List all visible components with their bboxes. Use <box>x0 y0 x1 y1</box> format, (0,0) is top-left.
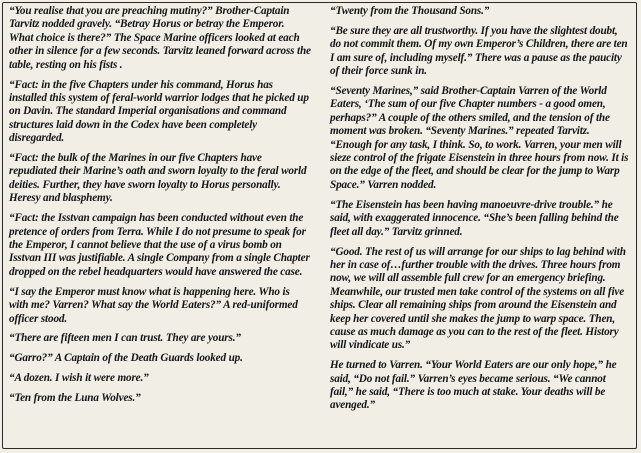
paragraph: “Be sure they are all trustworthy. If you have the slightest doubt, do not commit them. Of my own Emperor’s Children, there are ten I am sure of, including myself.” There was a pause as the paucity of their force sunk in. <box>330 24 628 78</box>
left-column <box>9 5 311 412</box>
paragraph: “Garro?” A Captain of the Death Guards looked up. <box>9 352 243 365</box>
paragraph: He turned to Varren. “Your World Eaters are our only hope,” he said, “Do not fail.” Varren’s eyes became serious. “We cannot fail,” he said, “There is too much at stake. Your deaths will be avenged.” <box>330 359 617 412</box>
paragraph: “A dozen. I wish it were more.” <box>9 372 149 385</box>
paragraph: “Seventy Marines,” said Brother-Captain Varren of the World Eaters, ‘The sum of our five Chapter numbers - a good omen, perhaps?” A couple of the others smiled, and the tension of the moment was broken. “Seventy Marines.” repeated Tarvitz. “Enough for any task, I think. So, to work. Varren, your men will sieze control of the frigate Eisenstein in three hours from now. It is on the edge of the fleet, and should be clear for the jump to Warp Space.” Varren nodded. <box>330 85 629 191</box>
paragraph: “Ten from the Luna Wolves.” <box>9 392 141 405</box>
paragraph: “You realise that you are preaching mutiny?” Brother-Captain Tarvitz nodded gravely. “Betray Horus or betray the Emperor. What choice is there?” The Space Marine officers looked at each other in silence for a few seconds. Tarvitz leaned forward across the table, resting on his fists . <box>9 5 311 71</box>
paragraph: “There are fifteen men I can trust. They are yours.” <box>9 332 241 345</box>
paragraph: “Good. The rest of us will arrange for our ships to lag behind with her in case of…further trouble with the drives. Three hours from now, we will all assemble full crew for an emergency briefing. Meanwhile, our trusted men take control of the systems on all five ships. Clear all remaining ships from around the Eisenstein and keep her covered until she makes the jump to warp space. Then, cause as much damage as you can to the rest of the fleet. History will vindicate us.” <box>330 245 626 352</box>
paragraph: “Twenty from the Thousand Sons.” <box>330 5 490 17</box>
right-column <box>330 5 630 419</box>
paragraph: “I say the Emperor must know what is happening here. Who is with me? Varren? What say the World Eaters?” A red-uniformed officer stood. <box>9 285 298 325</box>
paragraph: “Fact: in the five Chapters under his command, Horus has installed this system of feral-world warrior lodges that he picked up on Davin. The standard Imperial organisations and command structures laid down in the Codex have been completely disregarded. <box>9 78 309 145</box>
paragraph: “Fact: the Isstvan campaign has been conducted without even the pretence of orders from Terra. While I do not presume to speak for the Emperor, I cannot believe that the use of a virus bomb on Isstvan III was justifiable. A single Company from a single Chapter dropped on the rebel headquarters would have answered the case. <box>9 212 310 278</box>
paragraph: “Fact: the bulk of the Marines in our five Chapters have repudiated their Marine’s oath and sworn loyalty to the feral world deities. Further, they have sworn loyalty to Horus personally. Heresy and blasphemy. <box>9 152 307 205</box>
paragraph: “The Eisenstein has been having manoeuvre-drive trouble.” he said, with exaggerated innocence. “She’s been falling behind the fleet all day.” Tarvitz grinned. <box>330 198 619 238</box>
